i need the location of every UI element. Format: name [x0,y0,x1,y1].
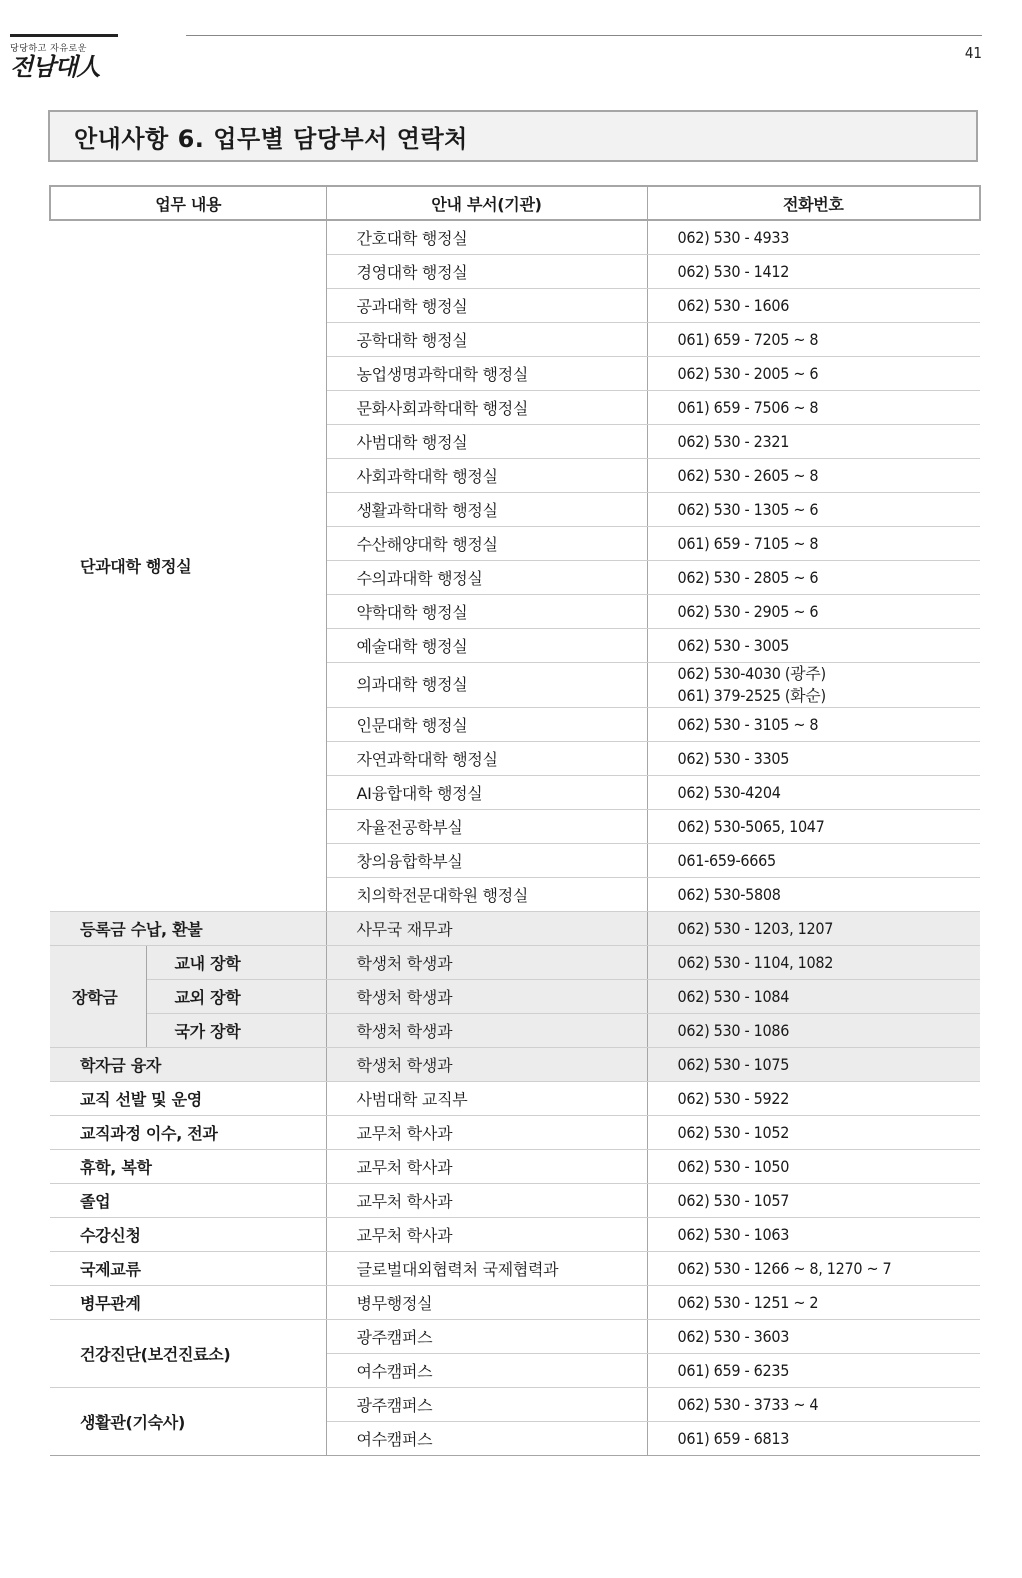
department-cell: 경영대학 행정실 [326,254,647,288]
logo-bar [10,34,118,37]
header-task: 업무 내용 [50,186,326,220]
phone-cell: 062) 530 - 1052 [647,1115,980,1149]
department-cell: 자율전공학부실 [326,809,647,843]
page-number: 41 [964,44,982,62]
phone-cell: 062) 530 - 2905 ~ 6 [647,594,980,628]
department-cell: 사범대학 교직부 [326,1081,647,1115]
task-cell: 학자금 융자 [50,1047,326,1081]
phone-cell: 062) 530 - 1057 [647,1183,980,1217]
department-cell: 광주캠퍼스 [326,1319,647,1353]
phone-cell: 062) 530 - 1251 ~ 2 [647,1285,980,1319]
phone-cell: 062) 530 - 1412 [647,254,980,288]
department-cell: 생활과학대학 행정실 [326,492,647,526]
phone-cell: 062) 530 - 1266 ~ 8, 1270 ~ 7 [647,1251,980,1285]
department-cell: 문화사회과학대학 행정실 [326,390,647,424]
table-row [50,1251,980,1285]
department-cell: 인문대학 행정실 [326,707,647,741]
task-cell: 졸업 [50,1183,326,1217]
table-row [50,220,980,254]
table-row [50,1387,980,1421]
department-cell: 치의학전문대학원 행정실 [326,877,647,911]
university-logo [10,34,118,80]
table-row [50,979,980,1013]
phone-cell: 062) 530 - 3005 [647,628,980,662]
department-cell: 예술대학 행정실 [326,628,647,662]
department-cell: 글로벌대외협력처 국제협력과 [326,1251,647,1285]
department-cell: 약학대학 행정실 [326,594,647,628]
phone-cell: 062) 530 - 2605 ~ 8 [647,458,980,492]
department-cell: 학생처 학생과 [326,945,647,979]
task-cell: 휴학, 복학 [50,1149,326,1183]
phone-cell: 062) 530 - 1063 [647,1217,980,1251]
phone-cell: 062) 530 - 1606 [647,288,980,322]
task-cell: 수강신청 [50,1217,326,1251]
phone-cell: 062) 530-5065, 1047 [647,809,980,843]
phone-cell: 062) 530 - 1084 [647,979,980,1013]
phone-cell: 062) 530 - 1050 [647,1149,980,1183]
task-cell: 장학금 [50,945,146,1047]
table-header-row [50,186,980,220]
phone-line: 062) 530-4030 (광주) [677,663,826,683]
department-cell: 수의과대학 행정실 [326,560,647,594]
table-row [50,1047,980,1081]
department-cell: 사회과학대학 행정실 [326,458,647,492]
phone-cell: 062) 530-4204 [647,775,980,809]
phone-cell: 061) 659 - 6235 [647,1353,980,1387]
task-cell: 병무관계 [50,1285,326,1319]
department-cell: AI융합대학 행정실 [326,775,647,809]
phone-cell: 061) 659 - 7205 ~ 8 [647,322,980,356]
task-cell: 단과대학 행정실 [50,220,326,911]
phone-cell: 062) 530 - 3603 [647,1319,980,1353]
phone-cell: 062) 530 - 3733 ~ 4 [647,1387,980,1421]
department-cell: 여수캠퍼스 [326,1353,647,1387]
phone-cell: 062) 530 - 2321 [647,424,980,458]
department-cell: 의과대학 행정실 [326,662,647,707]
phone-cell [647,662,980,707]
contact-table [49,185,981,1456]
department-cell: 여수캠퍼스 [326,1421,647,1455]
task-cell: 국제교류 [50,1251,326,1285]
phone-cell: 062) 530-5808 [647,877,980,911]
table-row [50,1115,980,1149]
phone-cell: 062) 530 - 3305 [647,741,980,775]
phone-cell: 061) 659 - 7506 ~ 8 [647,390,980,424]
department-cell: 공학대학 행정실 [326,322,647,356]
table-row [50,1183,980,1217]
department-cell: 농업생명과학대학 행정실 [326,356,647,390]
department-cell: 자연과학대학 행정실 [326,741,647,775]
table-row [50,945,980,979]
phone-cell: 062) 530 - 1104, 1082 [647,945,980,979]
table-row [50,1319,980,1353]
department-cell: 간호대학 행정실 [326,220,647,254]
subtask-cell: 교내 장학 [146,945,326,979]
phone-cell: 062) 530 - 5922 [647,1081,980,1115]
phone-cell: 061) 659 - 7105 ~ 8 [647,526,980,560]
department-cell: 교무처 학사과 [326,1217,647,1251]
task-cell: 생활관(기숙사) [50,1387,326,1455]
department-cell: 교무처 학사과 [326,1183,647,1217]
table-row [50,911,980,945]
department-cell: 교무처 학사과 [326,1115,647,1149]
phone-cell: 062) 530 - 2805 ~ 6 [647,560,980,594]
department-cell: 병무행정실 [326,1285,647,1319]
department-cell: 교무처 학사과 [326,1149,647,1183]
logo-wordmark: 전남대人 [10,52,100,81]
phone-cell: 061-659-6665 [647,843,980,877]
phone-cell: 062) 530 - 4933 [647,220,980,254]
subtask-cell: 교외 장학 [146,979,326,1013]
department-cell: 학생처 학생과 [326,1013,647,1047]
section-title: 안내사항 6. 업무별 담당부서 연락처 [74,124,468,153]
header-department: 안내 부서(기관) [326,186,647,220]
phone-cell: 062) 530 - 3105 ~ 8 [647,707,980,741]
phone-cell: 062) 530 - 1305 ~ 6 [647,492,980,526]
table-row [50,1217,980,1251]
task-cell: 건강진단(보건진료소) [50,1319,326,1387]
logo-slogan: 당당하고 자유로운 [10,44,87,54]
task-cell: 교직 선발 및 운영 [50,1081,326,1115]
phone-cell: 061) 659 - 6813 [647,1421,980,1455]
department-cell: 광주캠퍼스 [326,1387,647,1421]
header-rule [186,35,982,36]
phone-cell: 062) 530 - 1203, 1207 [647,911,980,945]
phone-cell: 062) 530 - 2005 ~ 6 [647,356,980,390]
department-cell: 수산해양대학 행정실 [326,526,647,560]
department-cell: 학생처 학생과 [326,979,647,1013]
department-cell: 사무국 재무과 [326,911,647,945]
table-row [50,1013,980,1047]
section-title-box [48,110,978,162]
header-phone: 전화번호 [647,186,980,220]
table-row [50,1081,980,1115]
phone-cell: 062) 530 - 1075 [647,1047,980,1081]
task-cell: 교직과정 이수, 전과 [50,1115,326,1149]
department-cell: 사범대학 행정실 [326,424,647,458]
table-row [50,1149,980,1183]
phone-cell: 062) 530 - 1086 [647,1013,980,1047]
subtask-cell: 국가 장학 [146,1013,326,1047]
task-cell: 등록금 수납, 환불 [50,911,326,945]
phone-line: 061) 379-2525 (화순) [677,685,826,705]
table-row [50,1285,980,1319]
department-cell: 학생처 학생과 [326,1047,647,1081]
department-cell: 창의융합학부실 [326,843,647,877]
department-cell: 공과대학 행정실 [326,288,647,322]
